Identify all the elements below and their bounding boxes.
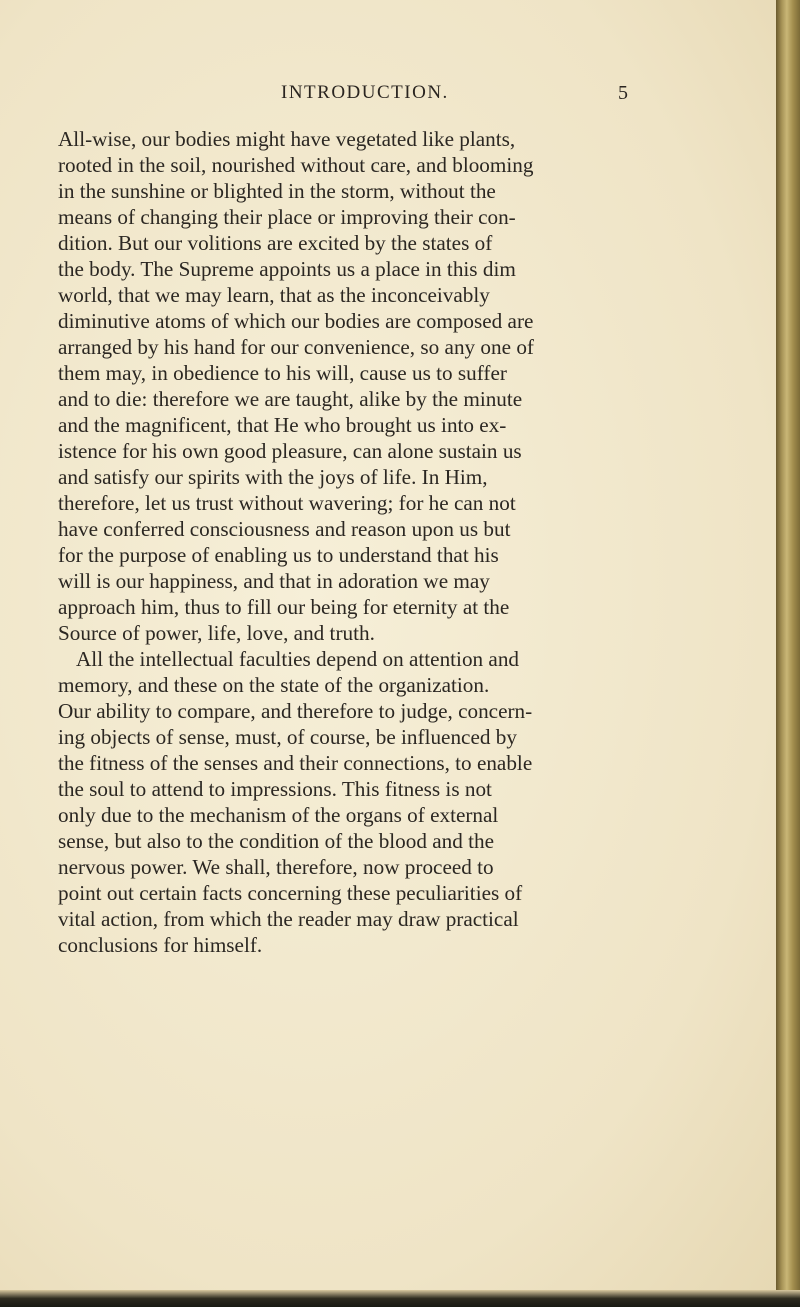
text-line: in the sunshine or blighted in the storm, without the <box>58 179 496 203</box>
text-line: the soul to attend to impressions. This fitness is not <box>58 777 492 801</box>
running-head: INTRODUCTION. <box>281 82 449 103</box>
text-line: point out certain facts concerning these peculiarities of <box>58 881 523 905</box>
text-line: istence for his own good pleasure, can alone sustain us <box>58 439 522 463</box>
text-line: and the magnificent, that He who brought us into ex- <box>58 413 507 437</box>
text-line: the body. The Supreme appoints us a place in this dim <box>58 257 516 281</box>
text-line: them may, in obedience to his will, cause us to suffer <box>58 361 507 385</box>
text-line: arranged by his hand for our convenience, so any one of <box>58 335 534 359</box>
text-line: means of changing their place or improving their con- <box>58 205 516 229</box>
paragraph <box>58 646 672 958</box>
page-bottom-edge <box>0 1290 800 1307</box>
page-number: 5 <box>618 82 628 104</box>
text-line: ing objects of sense, must, of course, be influenced by <box>58 725 517 749</box>
text-line: for the purpose of enabling us to understand that his <box>58 543 499 567</box>
text-line: vital action, from which the reader may draw practical <box>58 907 519 931</box>
text-line: sense, but also to the condition of the blood and the <box>58 829 495 853</box>
text-line: diminutive atoms of which our bodies are composed are <box>58 309 534 333</box>
text-line: approach him, thus to fill our being for eternity at the <box>58 595 510 619</box>
page-header <box>0 82 776 112</box>
text-line: Source of power, life, love, and truth. <box>58 621 375 645</box>
text-line: will is our happiness, and that in adoration we may <box>58 569 490 593</box>
text-line: nervous power. We shall, therefore, now proceed to <box>58 855 494 879</box>
text-line: All-wise, our bodies might have vegetated like plants, <box>58 127 516 151</box>
text-line: memory, and these on the state of the organization. <box>58 673 490 697</box>
text-line: Our ability to compare, and therefore to judge, concern- <box>58 699 533 723</box>
text-line: world, that we may learn, that as the inconceivably <box>58 283 490 307</box>
paragraph <box>58 126 672 646</box>
text-line: and to die: therefore we are taught, alike by the minute <box>58 387 523 411</box>
text-line: the fitness of the senses and their connections, to enable <box>58 751 533 775</box>
text-line: and satisfy our spirits with the joys of life. In Him, <box>58 465 488 489</box>
text-line: All the intellectual faculties depend on attention and <box>76 647 520 671</box>
book-binding-edge <box>776 0 800 1307</box>
body-text <box>58 126 672 958</box>
text-line: have conferred consciousness and reason upon us but <box>58 517 511 541</box>
text-line: dition. But our volitions are excited by the states of <box>58 231 493 255</box>
text-line: therefore, let us trust without wavering; for he can not <box>58 491 516 515</box>
text-line: only due to the mechanism of the organs of external <box>58 803 499 827</box>
text-line: rooted in the soil, nourished without care, and blooming <box>58 153 534 177</box>
text-line: conclusions for himself. <box>58 933 263 957</box>
